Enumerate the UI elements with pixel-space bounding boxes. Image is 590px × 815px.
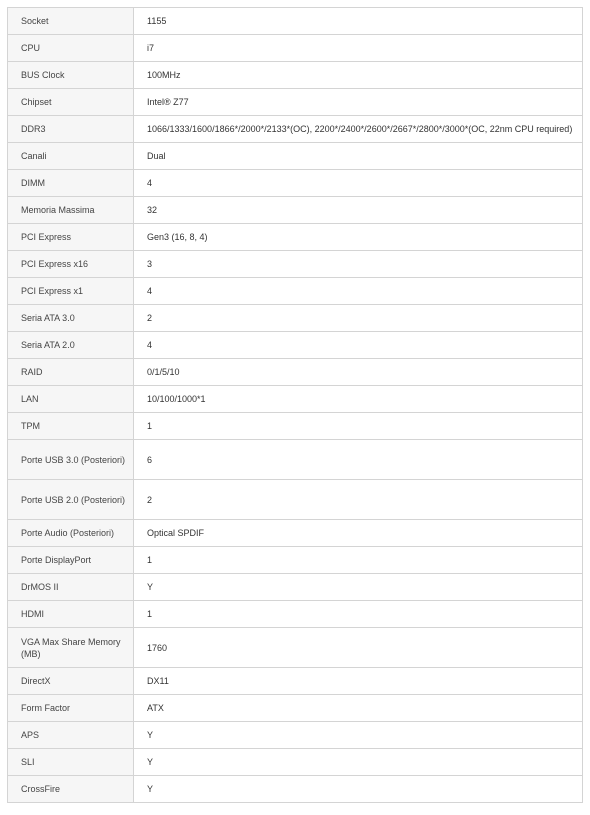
spec-label: Porte DisplayPort <box>8 547 134 574</box>
spec-row <box>8 197 583 224</box>
spec-label: CrossFire <box>8 776 134 803</box>
spec-label: Socket <box>8 8 134 35</box>
spec-value: 1 <box>134 413 583 440</box>
spec-row <box>8 305 583 332</box>
spec-value: ATX <box>134 695 583 722</box>
spec-value: 10/100/1000*1 <box>134 386 583 413</box>
spec-label: PCI Express <box>8 224 134 251</box>
spec-label: TPM <box>8 413 134 440</box>
spec-table-body <box>8 8 583 803</box>
spec-row <box>8 251 583 278</box>
spec-label: Seria ATA 3.0 <box>8 305 134 332</box>
spec-value: 2 <box>134 480 583 520</box>
spec-value: 1760 <box>134 628 583 668</box>
spec-value: 100MHz <box>134 62 583 89</box>
spec-label: LAN <box>8 386 134 413</box>
spec-row <box>8 776 583 803</box>
spec-row <box>8 143 583 170</box>
spec-value: DX11 <box>134 668 583 695</box>
spec-value: Y <box>134 749 583 776</box>
spec-value: 1066/1333/1600/1866*/2000*/2133*(OC), 2200*/2400*/2600*/2667*/2800*/3000*(OC, 22nm CPU required) <box>134 116 583 143</box>
spec-row <box>8 480 583 520</box>
spec-row <box>8 668 583 695</box>
spec-table <box>7 7 583 803</box>
spec-value: Y <box>134 776 583 803</box>
spec-label: Porte USB 3.0 (Posteriori) <box>8 440 134 480</box>
spec-label: CPU <box>8 35 134 62</box>
spec-row <box>8 440 583 480</box>
spec-value: 2 <box>134 305 583 332</box>
spec-row <box>8 278 583 305</box>
spec-row <box>8 35 583 62</box>
spec-label: DrMOS II <box>8 574 134 601</box>
spec-label: PCI Express x1 <box>8 278 134 305</box>
spec-label: SLI <box>8 749 134 776</box>
spec-row <box>8 89 583 116</box>
spec-value: Optical SPDIF <box>134 520 583 547</box>
spec-label: Porte Audio (Posteriori) <box>8 520 134 547</box>
spec-row <box>8 224 583 251</box>
spec-label: Seria ATA 2.0 <box>8 332 134 359</box>
spec-label: DDR3 <box>8 116 134 143</box>
spec-value: 32 <box>134 197 583 224</box>
spec-row <box>8 628 583 668</box>
spec-row <box>8 386 583 413</box>
spec-row <box>8 359 583 386</box>
spec-row <box>8 722 583 749</box>
spec-value: 4 <box>134 332 583 359</box>
spec-row <box>8 62 583 89</box>
spec-value: Y <box>134 574 583 601</box>
spec-row <box>8 574 583 601</box>
spec-label: Form Factor <box>8 695 134 722</box>
spec-value: 4 <box>134 170 583 197</box>
spec-row <box>8 695 583 722</box>
spec-value: Gen3 (16, 8, 4) <box>134 224 583 251</box>
spec-value: i7 <box>134 35 583 62</box>
spec-row <box>8 8 583 35</box>
spec-value: 1 <box>134 601 583 628</box>
spec-label: DIMM <box>8 170 134 197</box>
spec-row <box>8 547 583 574</box>
spec-value: 1155 <box>134 8 583 35</box>
spec-value: 4 <box>134 278 583 305</box>
spec-label: Canali <box>8 143 134 170</box>
spec-label: BUS Clock <box>8 62 134 89</box>
spec-row <box>8 170 583 197</box>
spec-value: Y <box>134 722 583 749</box>
spec-label: Memoria Massima <box>8 197 134 224</box>
spec-label: PCI Express x16 <box>8 251 134 278</box>
spec-value: 6 <box>134 440 583 480</box>
spec-value: 0/1/5/10 <box>134 359 583 386</box>
spec-row <box>8 601 583 628</box>
spec-label: APS <box>8 722 134 749</box>
spec-row <box>8 520 583 547</box>
spec-label: Porte USB 2.0 (Posteriori) <box>8 480 134 520</box>
spec-value: 1 <box>134 547 583 574</box>
spec-row <box>8 332 583 359</box>
spec-row <box>8 413 583 440</box>
spec-value: Dual <box>134 143 583 170</box>
spec-label: HDMI <box>8 601 134 628</box>
spec-value: Intel® Z77 <box>134 89 583 116</box>
spec-row <box>8 749 583 776</box>
spec-label: RAID <box>8 359 134 386</box>
spec-label: Chipset <box>8 89 134 116</box>
spec-label: VGA Max Share Memory (MB) <box>8 628 134 668</box>
spec-label: DirectX <box>8 668 134 695</box>
spec-row <box>8 116 583 143</box>
spec-value: 3 <box>134 251 583 278</box>
